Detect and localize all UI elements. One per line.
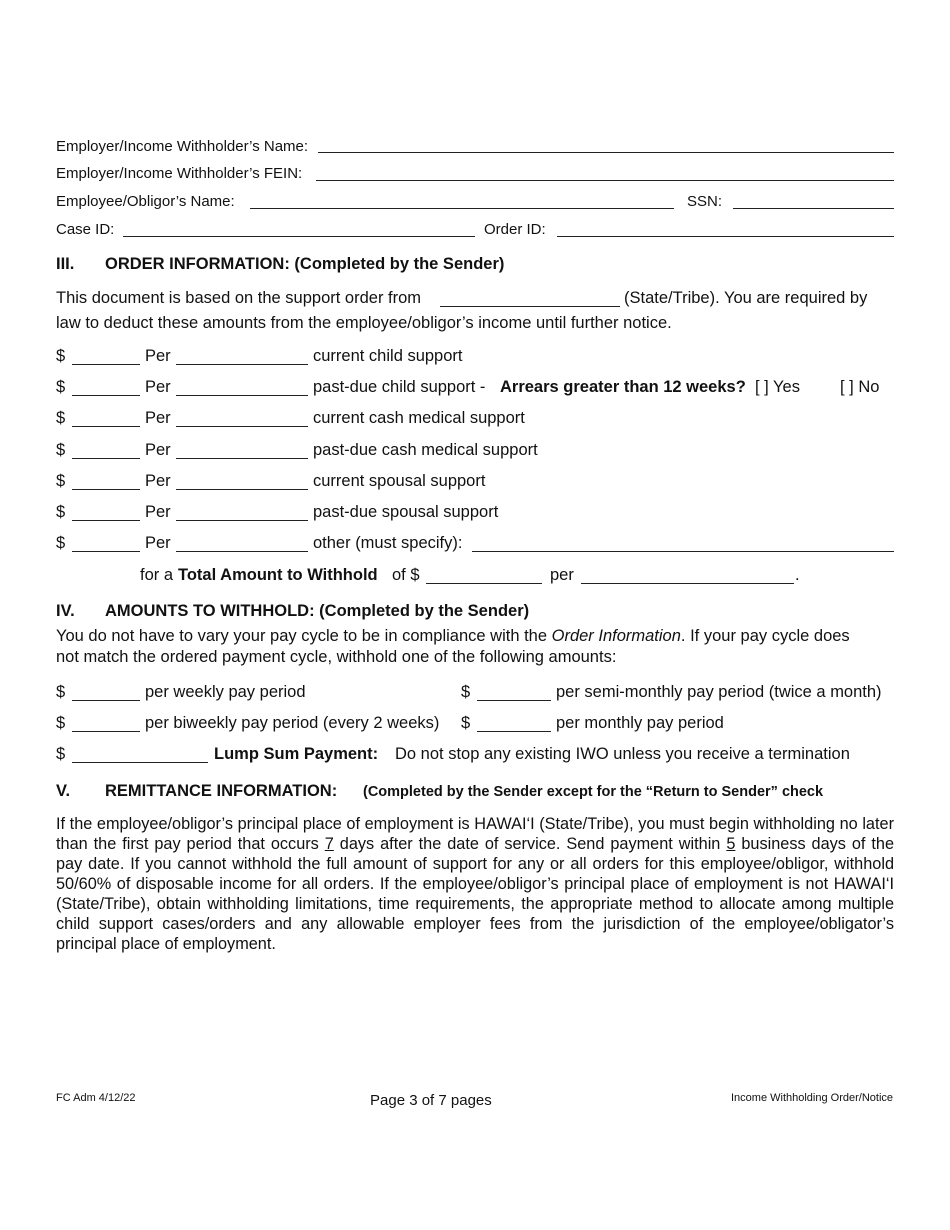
monthly-amount-field[interactable] bbox=[477, 731, 551, 732]
section3-number: III. bbox=[56, 255, 75, 273]
support-type-label: past-due child support - bbox=[313, 378, 486, 396]
dollar-sign: $ bbox=[56, 714, 66, 732]
period-field[interactable] bbox=[176, 395, 308, 396]
biweekly-label: per biweekly pay period (every 2 weeks) bbox=[145, 714, 440, 732]
order-intro-a: This document is based on the support order from bbox=[56, 289, 422, 307]
withhold-intro-line1 bbox=[56, 627, 850, 646]
dollar-sign: $ bbox=[56, 503, 66, 521]
total-per-label: per bbox=[550, 566, 574, 584]
page-number: Page 3 of 7 pages bbox=[370, 1092, 492, 1109]
amount-field[interactable] bbox=[72, 364, 140, 365]
order-intro-c: law to deduct these amounts from the employee/obligor’s income until further notice. bbox=[56, 314, 672, 332]
section4-number: IV. bbox=[56, 602, 75, 620]
remittance-p2: days after the date of service. Send payment within bbox=[339, 835, 721, 853]
support-type-label: past-due cash medical support bbox=[313, 441, 538, 459]
employer-name-field[interactable] bbox=[318, 152, 894, 153]
employer-fein-field[interactable] bbox=[316, 180, 894, 181]
period-field[interactable] bbox=[176, 520, 308, 521]
amount-field[interactable] bbox=[72, 520, 140, 521]
order-id-label: Order ID: bbox=[484, 221, 546, 238]
per-label: Per bbox=[145, 472, 171, 490]
biweekly-amount-field[interactable] bbox=[72, 731, 140, 732]
support-type-label: past-due spousal support bbox=[313, 503, 499, 521]
total-prefix: for a bbox=[140, 566, 174, 584]
document-name: Income Withholding Order/Notice bbox=[731, 1092, 894, 1104]
dollar-sign: $ bbox=[56, 441, 66, 459]
support-type-label: current child support bbox=[313, 347, 463, 365]
support-type-label: current spousal support bbox=[313, 472, 486, 490]
support-type-label: other (must specify): bbox=[313, 534, 463, 552]
dollar-sign: $ bbox=[461, 683, 471, 701]
withhold-intro-a: You do not have to vary your pay cycle to be in compliance with the bbox=[56, 627, 548, 645]
remittance-p1: If the employee/obligor’s principal place of employment is HAWAI‘I (State/Tribe), you must begin withholding no later than the first pay period that occurs bbox=[56, 815, 894, 853]
total-amount-field[interactable] bbox=[426, 583, 542, 584]
semimonthly-amount-field[interactable] bbox=[477, 700, 551, 701]
amount-field[interactable] bbox=[72, 458, 140, 459]
period-field[interactable] bbox=[176, 426, 308, 427]
per-label: Per bbox=[145, 503, 171, 521]
monthly-label: per monthly pay period bbox=[556, 714, 724, 732]
per-label: Per bbox=[145, 441, 171, 459]
dollar-sign: $ bbox=[56, 378, 66, 396]
order-intro-b: (State/Tribe). You are required by bbox=[624, 289, 868, 307]
form-code: FC Adm 4/12/22 bbox=[56, 1092, 136, 1104]
case-id-field[interactable] bbox=[123, 236, 475, 237]
per-label: Per bbox=[145, 409, 171, 427]
case-id-label: Case ID: bbox=[56, 221, 115, 238]
section5-title: REMITTANCE INFORMATION: bbox=[105, 782, 338, 800]
dollar-sign: $ bbox=[56, 472, 66, 490]
dollar-sign: $ bbox=[56, 409, 66, 427]
days-value: 7 bbox=[324, 835, 334, 853]
employee-name-label: Employee/Obligor’s Name: bbox=[56, 193, 235, 210]
amount-field[interactable] bbox=[72, 395, 140, 396]
support-type-label: current cash medical support bbox=[313, 409, 525, 427]
dollar-sign: $ bbox=[56, 683, 66, 701]
total-end: . bbox=[795, 566, 800, 584]
lump-sum-amount-field[interactable] bbox=[72, 762, 208, 763]
order-state-field[interactable] bbox=[440, 306, 620, 307]
order-information-italic: Order Information bbox=[551, 627, 681, 645]
total-period-field[interactable] bbox=[581, 583, 794, 584]
arrears-no-checkbox[interactable]: [ ] No bbox=[840, 378, 880, 396]
total-of-label: of $ bbox=[392, 566, 420, 584]
period-field[interactable] bbox=[176, 551, 308, 552]
amount-field[interactable] bbox=[72, 426, 140, 427]
dollar-sign: $ bbox=[56, 745, 66, 763]
dollar-sign: $ bbox=[461, 714, 471, 732]
arrears-yes-checkbox[interactable]: [ ] Yes bbox=[755, 378, 800, 396]
lump-sum-text: Do not stop any existing IWO unless you receive a termination bbox=[395, 745, 850, 763]
lump-sum-label: Lump Sum Payment: bbox=[214, 745, 379, 763]
per-label: Per bbox=[145, 347, 171, 365]
dollar-sign: $ bbox=[56, 534, 66, 552]
order-id-field[interactable] bbox=[557, 236, 894, 237]
semimonthly-label: per semi-monthly pay period (twice a month) bbox=[556, 683, 882, 701]
section5-number: V. bbox=[56, 782, 71, 800]
section3-title: ORDER INFORMATION: (Completed by the Sender) bbox=[105, 255, 505, 273]
weekly-amount-field[interactable] bbox=[72, 700, 140, 701]
withhold-intro-c: not match the ordered payment cycle, withhold one of the following amounts: bbox=[56, 648, 617, 666]
total-amount-label: Total Amount to Withhold bbox=[178, 566, 378, 584]
per-label: Per bbox=[145, 534, 171, 552]
remittance-paragraph bbox=[56, 814, 894, 954]
section5-subtitle: (Completed by the Sender except for the “Return to Sender” check bbox=[363, 784, 824, 800]
per-label: Per bbox=[145, 378, 171, 396]
ssn-label: SSN: bbox=[687, 193, 723, 210]
business-days-value: 5 bbox=[726, 835, 736, 853]
amount-field[interactable] bbox=[72, 489, 140, 490]
employer-name-label: Employer/Income Withholder’s Name: bbox=[56, 138, 309, 155]
period-field[interactable] bbox=[176, 458, 308, 459]
arrears-question: Arrears greater than 12 weeks? bbox=[500, 378, 746, 396]
amount-field[interactable] bbox=[72, 551, 140, 552]
remittance-p3: business days of the pay date. If you cannot withhold the full amount of support for any or all orders for this employee/obligor, withhold 50/60% of disposable income for all orders. If the employee/obligor’s principal place of employment is not HAWAI‘I (State/Tribe), obtain withholding limitations, time requirements, the appropriate method to allocate among multiple child support cases/orders and any allowable employer fees from the jurisdiction of the employee/obligator’s principal place of employment. bbox=[56, 835, 895, 953]
section4-title: AMOUNTS TO WITHHOLD: (Completed by the Sender) bbox=[105, 602, 530, 620]
employer-fein-label: Employer/Income Withholder’s FEIN: bbox=[56, 165, 303, 182]
dollar-sign: $ bbox=[56, 347, 66, 365]
withhold-intro-b: . If your pay cycle does bbox=[680, 627, 850, 645]
period-field[interactable] bbox=[176, 364, 308, 365]
other-specify-field[interactable] bbox=[472, 551, 894, 552]
period-field[interactable] bbox=[176, 489, 308, 490]
ssn-field[interactable] bbox=[733, 208, 894, 209]
weekly-label: per weekly pay period bbox=[145, 683, 306, 701]
employee-name-field[interactable] bbox=[250, 208, 674, 209]
